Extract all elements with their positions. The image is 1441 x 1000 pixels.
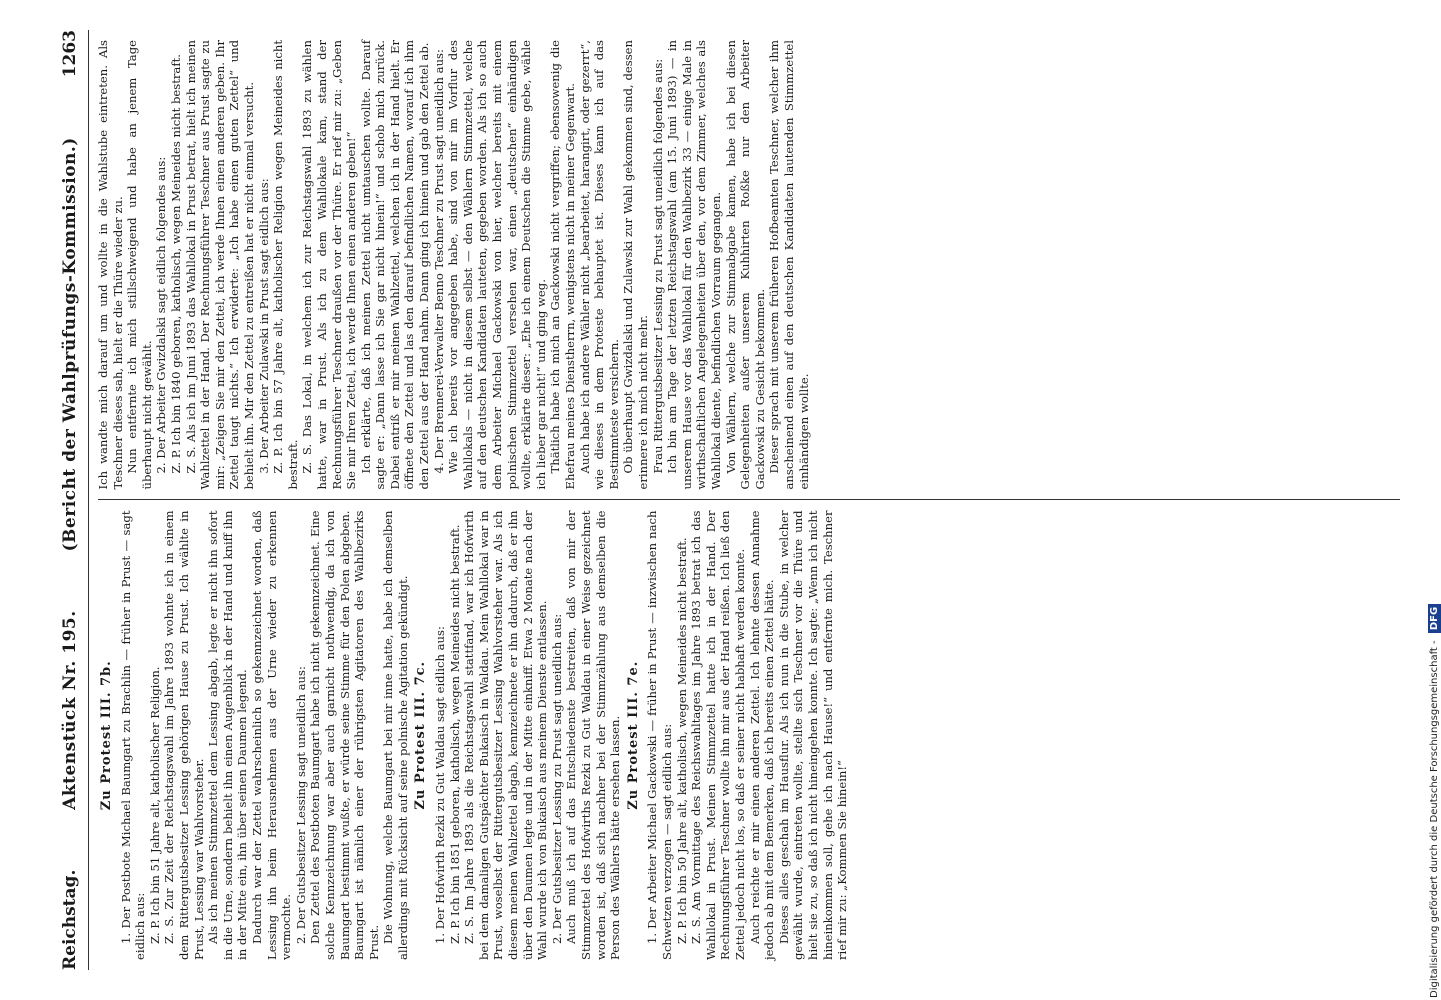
paragraph: Ich wandte mich darauf um und wollte in die Wahlstube eintreten. Als Teschner dieses sah, hielt er die Thüre wieder zu.	[96, 40, 125, 490]
header-report-title: (Bericht der Wahlprüfungs-Kommission.)	[60, 137, 80, 552]
paragraph: Als ich meinen Stimmzettel dem Lessing abgab, legte er nicht ihn sofort in die Urne, sondern behielt ihn einen Augenblick in der Hand und kniff ihn in der Mitte ein, ihn über seinen Daumen legend.	[206, 510, 250, 960]
paragraph: Z. P. Ich bin 57 Jahre alt, katholischer Religion wegen Meineides nicht bestraft.	[271, 40, 300, 490]
paragraph: Auch reichte er mir einen anderen Zettel. Ich lehnte dessen Annahme jedoch ab mit dem Bemerken, daß ich bereits einen Zettel hätte.	[747, 510, 777, 960]
paragraph: Den Zettel des Postboten Baumgart habe ich nicht gekennzeichnet. Eine solche Kennzeichnung war aber auch garnicht nothwendig, da ich von Baumgart bestimmt wußte, er würde seine Stimme für den Polen abgeben. Baumgart ist nämlich einer der rührigsten Agitatoren des Wahlbezirks Prust.	[308, 510, 381, 960]
paragraph: Z. P. Ich bin 1840 geboren, katholisch, wegen Meineides nicht bestraft.	[168, 54, 183, 474]
paragraph: Auch habe ich andere Wähler nicht „bearbeitet, harangirt, oder gezerrt“, wie dieses in dem Proteste behauptet ist. Dieses kann ich auf das Bestimmteste versichern.	[577, 40, 621, 490]
paragraph: 4. Der Brennerei-Verwalter Benno Teschner zu Prust sagt uneidlich aus:	[431, 49, 446, 474]
document-page	[52, 20, 1412, 980]
paragraph: Z. S. Im Jahre 1893 als die Reichstagswahl stattfand, war ich Hofwirth bei dem damaligen Gutspächter Bukaisch in Waldau. Mein Wahllokal war in Prust, woselbst der Rittergutsbesitzer Lessing Wahlvorsteher war. Als ich diesem meinen Wahlzettel abgab, kennzeichnete er ihn dadurch, daß er ihn über den Daumen legte und in der Mitte einkniff. Etwa 2 Monate nach der Wahl wurde ich von Bukaisch aus meinem Dienste entlassen.	[462, 510, 550, 960]
paragraph: Ich bin am Tage der letzten Reichstagswahl (am 15. Juni 1893) — in unserem Hause vor das Wahllokal für den Wahlbezirk 33 — einige Male in wirthschaftlichen Angelegenheiten über den, vor dem Zimmer, welches als Wahllokal diente, befindlichen Vorraum gegangen.	[665, 40, 723, 490]
dfg-logo: DFG	[1428, 604, 1441, 633]
section-heading: Zu Protest III. 7c.	[413, 660, 429, 810]
paragraph: Auch muß ich auf das Entschiedenste bestreiten, daß von mir der Stimmzettel des Hofwirths Rezki zu Gut Waldau in einer Weise gezeichnet worden ist, daß sich nachher bei der Stimmzählung aus demselben die Person des Wählers hätte ersehen lassen.	[564, 510, 623, 960]
header-title	[60, 77, 80, 869]
page-header	[52, 30, 89, 970]
section-heading: Zu Protest III. 7b.	[99, 660, 114, 811]
paragraph: Die Wohnung, welche Baumgart bei mir inne hatte, habe ich demselben allerdings mit Rücksicht auf seine polnische Agitation gekündigt.	[381, 510, 410, 960]
paragraph: 1. Der Postbote Michael Baumgart zu Brachlin — früher in Prust — sagt eidlich aus:	[118, 510, 148, 960]
page-number: 1263	[60, 30, 80, 78]
paragraph: Wie ich bereits vor angegeben habe, sind von mir im Vorflur des Wahllokals — nicht in diesem selbst — den Wählern Stimmzettel, welche auf den deutschen Kandidaten lauteten, gegeben worden. Als ich so auch dem Arbeiter Michael Gackowski von hier, welcher bereits mit einem polnischen Stimmzettel versehen war, einen „deutschen“ einhändigen wollte, erklärte dieser: „Ehe ich einem Deutschen die Stimme gebe, wähle ich lieber gar nicht!“ und ging weg.	[446, 40, 548, 490]
paragraph: Z. S. Das Lokal, in welchem ich zur Reichstagswahl 1893 zu wählen hatte, war in Prust. Als ich zu dem Wahllokale kam, stand der Rechnungsführer Teschner draußen vor der Thüre. Er rief mir zu: „Geben Sie mir Ihren Zettel, ich werde Ihnen einen anderen geben!“	[300, 40, 359, 490]
paragraph: Dadurch war der Zettel wahrscheinlich so gekennzeichnet worden, daß Lessing ihn beim Herausnehmen aus der Urne wieder zu erkennen vermochte.	[249, 510, 294, 960]
paragraph: Z. P. Ich bin 50 Jahre alt, katholisch, wegen Meineides nicht bestraft.	[674, 537, 689, 944]
paragraph: Ich erklärte, daß ich meinen Zettel nicht umtauschen wollte. Darauf sagte er: „Dann lasse ich Sie gar nicht hinein!“ und schob mich zurück. Dabei entriß er mir meinen Wahlzettel, welchen ich in der Hand hielt. Er öffnete den Zettel und las den darauf befindlichen Namen, worauf ich ihm den Zettel aus der Hand nahm. Dann ging ich hinein und gab den Zettel ab.	[358, 40, 432, 490]
paragraph: Ob überhaupt Gwizdalski und Zulawski zur Wahl gekommen sind, dessen erinnere ich mich nicht mehr.	[621, 40, 650, 490]
paragraph: Z. S. Als ich im Juni 1893 das Wahllokal in Prust betrat, hielt ich meinen Wahlzettel in der Hand. Der Rechnungsführer Teschner aus Prust sagte zu mir: „Zeigen Sie mir den Zettel, ich werde Ihnen einen anderen geben. Ihr Zettel taugt nichts.“ Ich erwiderte: „Ich habe einen guten Zettel“ und behielt ihn. Mir den Zettel zu entreißen hat er nicht einmal versucht.	[183, 40, 256, 490]
section-heading: Zu Protest III. 7e.	[625, 660, 641, 810]
header-left: Reichstag.	[60, 869, 80, 970]
paragraph: Dieser sprach mit unserem früheren Hofbeamten Teschner, welcher ihm anscheinend einen auf den deutschen Kandidaten lautenden Stimmzettel einhändigen wollte.	[767, 40, 811, 490]
paragraph: 2. Der Arbeiter Gwizdalski sagt eidlich folgendes aus:	[154, 156, 169, 474]
column-divider	[98, 500, 1400, 501]
paragraph: 1. Der Hofwirth Rezki zu Gut Waldau sagt eidlich aus:	[433, 626, 448, 944]
paragraph: Dieses alles geschah im Hausflur. Als ich nun in die Stube, in welcher gewählt wurde, eintreten wollte, stellte sich Teschner vor die Thüre und hielt sie zu, so daß ich nicht hineingehen konnte. Ich sagte: „Wenn ich nicht hineinkommen soll, gehe ich nach Hause!“ und entfernte mich. Teschner rief mir zu: „Kommen Sie hinein!“	[776, 510, 850, 960]
paragraph: 2. Der Gutsbesitzer Lessing sagt uneidlich aus:	[293, 666, 308, 944]
text-columns	[96, 30, 1402, 970]
left-column	[96, 501, 1402, 971]
paragraph: Z. P. Ich bin 1851 geboren, katholisch, wegen Meineides nicht bestraft.	[447, 524, 462, 944]
paragraph: Thätlich habe ich mich an Gackowski nicht vergriffen; ebensowenig die Ehefrau meines Dienstherrn, wenigstens nicht in meiner Gegenwart.	[548, 40, 577, 490]
paragraph: Z. P. Ich bin 51 Jahre alt, katholischer Religion.	[147, 666, 162, 944]
paragraph: Z. S. Zur Zeit der Reichstagswahl im Jahre 1893 wohnte ich in einem dem Rittergutsbesitzer Lessing gehörigen Hause zu Prust. Ich wählte in Prust, Lessing war Wahlvorsteher.	[162, 510, 206, 960]
paragraph: Nun entfernte ich mich stillschweigend und habe an jenem Tage überhaupt nicht gewählt.	[125, 40, 154, 490]
paragraph: 1. Der Arbeiter Michael Gackowski — früher in Prust — inzwischen nach Schwetzen verzogen — sagt eidlich aus:	[645, 510, 674, 960]
paragraph: 3. Der Arbeiter Zulawski in Prust sagt eidlich aus:	[256, 178, 271, 474]
stamp-text: Digitalisierung gefördert durch die Deutsche Forschungsgemeinschaft -	[1429, 640, 1440, 998]
paragraph: Von Wählern, welche zur Stimmabgabe kamen, habe ich bei diesen Gelegenheiten außer unserem Kuhhirten Roßke nur den Arbeiter Gackowski zu Gesicht bekommen.	[723, 40, 767, 490]
header-document-number: Aktenstück Nr. 195.	[60, 610, 80, 810]
stamp-text-line	[1428, 18, 1441, 998]
paragraph: 2. Der Gutsbesitzer Lessing zu Prust sagt uneidlich aus:	[549, 613, 564, 944]
right-column	[96, 30, 1402, 500]
digitization-stamp	[1416, 8, 1440, 998]
paragraph: Frau Rittergutsbesitzer Lessing zu Prust sagt uneidlich folgendes aus:	[650, 58, 665, 474]
paragraph: Z. S. Am Vormittage des Reichswahltages im Jahre 1893 betrat ich das Wahllokal in Prust. Meinen Stimmzettel hatte ich in der Hand. Der Rechnungsführer Teschner wollte ihn mir aus der Hand reißen. Ich ließ den Zettel jedoch nicht los, so daß er seiner nicht habhaft werden konnte.	[689, 510, 747, 960]
